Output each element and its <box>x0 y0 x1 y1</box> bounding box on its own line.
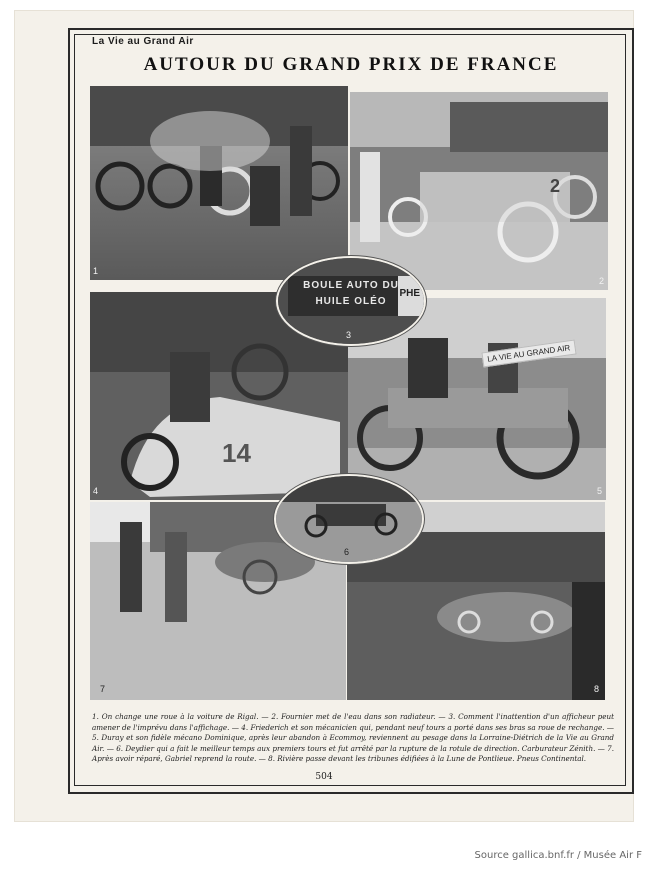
photo-6 <box>274 474 424 564</box>
photo-1-number: 1 <box>93 266 99 276</box>
source-credit: Source gallica.bnf.fr / Musée Air F <box>474 850 642 861</box>
photo-4-number: 4 <box>93 486 99 496</box>
photo-3-sign-line-1: BOULE AUTO DU <box>303 280 399 291</box>
photo-6-number: 6 <box>344 547 350 557</box>
photo-8-number: 8 <box>593 684 599 694</box>
photo-2-number: 2 <box>598 276 604 286</box>
photo-3-sign-brand: PHE <box>399 288 420 299</box>
photo-4-car-number: 14 <box>222 438 251 468</box>
magazine-name: La Vie au Grand Air <box>92 36 194 47</box>
photo-captions: 1. On change une roue à la voiture de Rigal. — 2. Fournier met de l'eau dans son radiateur. — 3. Comment l'inattention d'un afficheur peut amener de l'imprévu dans l'affichage. — 4. Friederich et son mécanicien qui, pendant neuf tours a porté dans ses bras sa roue de rechange. — 5. Duray et son fidèle mécano Dominique, après leur abandon à Ecommoy, reviennent au pesage dans la Lorraine-Diétrich de la Vie au Grand Air. — 6. Deydier qui a fait le meilleur temps aux premiers tours et fut arrêté par la rupture de la rotule de direction. Carburateur Zénith. — 7. Après avoir réparé, Gabriel reprend la route. — 8. Rivière passe devant les tribunes édifiées à la Lune de Pontlieue. Pneus Continental. <box>92 712 614 763</box>
photo-5-number: 5 <box>596 486 602 496</box>
photo-3 <box>276 256 426 346</box>
page-number: 504 <box>315 772 333 782</box>
headline: AUTOUR DU GRAND PRIX DE FRANCE <box>143 54 559 75</box>
photo-5-flag: LA VIE AU GRAND AIR <box>482 340 577 368</box>
photo-2-car-number: 2 <box>550 176 561 196</box>
photo-1-image <box>90 86 348 280</box>
photo-3-sign-line-2: HUILE OLÉO <box>315 296 387 307</box>
photo-7-number: 7 <box>100 684 106 694</box>
photo-1 <box>90 86 348 280</box>
photo-3-number: 3 <box>346 330 352 340</box>
